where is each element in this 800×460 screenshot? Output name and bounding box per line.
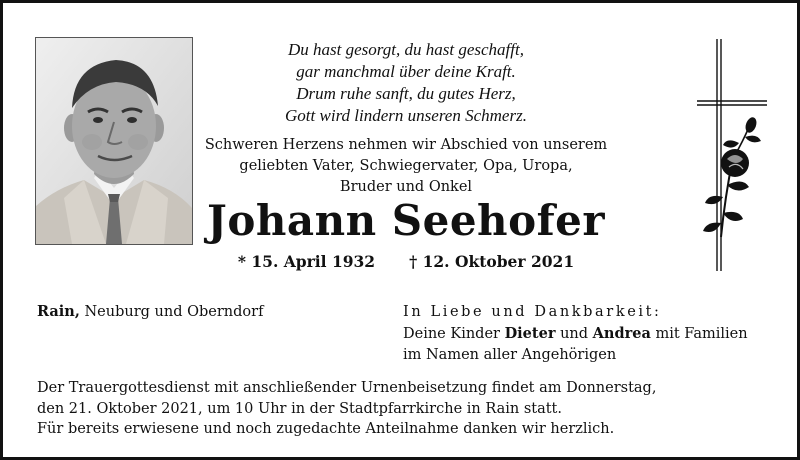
portrait-photo <box>35 37 193 245</box>
children-prefix: Deine Kinder <box>403 326 505 342</box>
children-suffix: mit Familien <box>650 326 748 342</box>
poem-line: Du hast gesorgt, du hast geschafft, <box>288 40 524 59</box>
birth-date: * 15. April 1932 <box>237 252 376 271</box>
life-dates <box>203 251 609 273</box>
service-info <box>37 378 777 440</box>
mourners-heading: In Liebe und Dankbarkeit: <box>403 304 662 320</box>
intro-line: Schweren Herzens nehmen wir Abschied von unserem <box>204 137 608 153</box>
mourners-block <box>403 302 748 366</box>
service-line: den 21. Oktober 2021, um 10 Uhr in der Stadtpfarrkirche in Rain statt. <box>37 400 562 417</box>
farewell-intro <box>203 135 609 198</box>
children-and: und <box>555 326 593 342</box>
poem <box>235 39 577 127</box>
intro-line: Bruder und Onkel <box>339 179 473 195</box>
intro-line: geliebten Vater, Schwiegervater, Opa, Uropa, <box>239 158 573 174</box>
poem-line: gar manchmal über deine Kraft. <box>296 62 516 81</box>
cross-with-rose-icon <box>693 37 773 273</box>
place-line <box>37 302 263 322</box>
poem-line: Drum ruhe sanft, du gutes Herz, <box>296 84 516 103</box>
place-rest: Neuburg und Oberndorf <box>79 304 264 320</box>
service-line: Der Trauergottesdienst mit anschließender Urnenbeisetzung findet am Donnerstag, <box>37 380 657 396</box>
death-date: † 12. Oktober 2021 <box>409 252 575 271</box>
thanks-line: Für bereits erwiesene und noch zugedachte Anteilnahme danken wir herzlich. <box>37 421 615 437</box>
deceased-name: Johann Seehofer <box>206 196 606 245</box>
poem-line: Gott wird lindern unseren Schmerz. <box>285 106 527 125</box>
mourners-children-line <box>403 323 748 345</box>
child-name: Andrea <box>592 325 651 342</box>
child-name: Dieter <box>504 325 556 342</box>
place-town: Rain, <box>37 303 80 320</box>
mourners-relatives-line: im Namen aller Angehörigen <box>403 347 617 363</box>
